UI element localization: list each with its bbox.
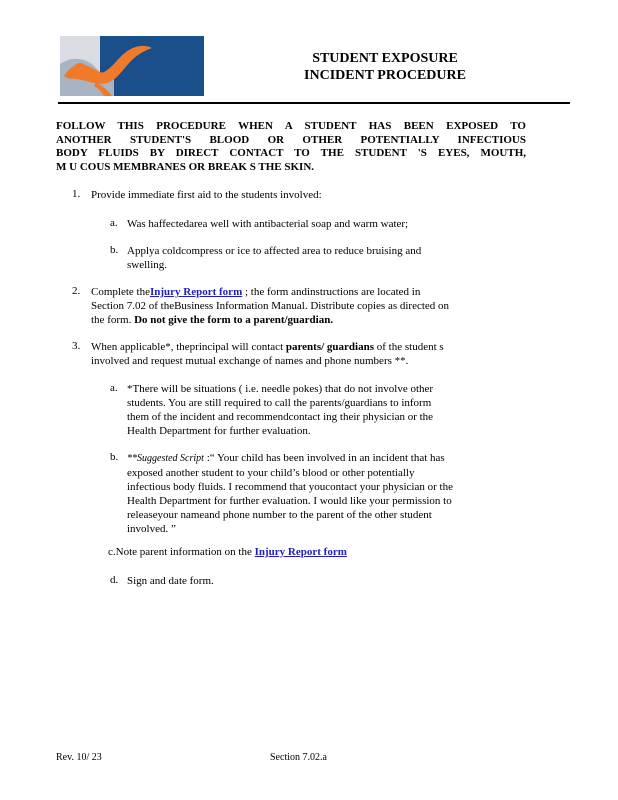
step-1a-text: Was haffectedarea well with antibacterial soap and warm water;	[127, 218, 409, 230]
step-3a-label: a.	[110, 382, 118, 394]
step-3b-label: b.	[110, 451, 119, 463]
intro-line-3: BODY FLUIDS BY DIRECT CONTACT TO THE STUDENT 'S EYES, MOUTH,	[56, 147, 526, 159]
injury-report-form-link-2[interactable]: Injury Report form	[254, 546, 347, 558]
step-3d-label: d.	[110, 574, 119, 586]
step-3a-line-1: *There will be situations ( i.e. needle pokes) that do not involve other	[127, 383, 434, 395]
suggested-script-label: **Suggested Script	[127, 453, 204, 464]
step-2-line-2: Section 7.02 of theBusiness Information Manual. Distribute copies as directed on	[91, 300, 450, 312]
step-1b-line-1: Applya coldcompress or ice to affected area to reduce bruising and	[127, 245, 422, 257]
step-2-text	[91, 285, 449, 327]
injury-report-form-link[interactable]: Injury Report form	[149, 286, 243, 298]
step-3b-line-2: exposed another student to your child’s blood or other potentially	[127, 467, 415, 479]
school-logo-image	[60, 36, 204, 96]
step-3-line-1-post: of the student s	[374, 341, 444, 353]
step-2-number: 2.	[72, 285, 81, 297]
step-3d-text: Sign and date form.	[127, 575, 214, 587]
step-3b-line-5: releaseyour nameand phone number to the parent of the other student	[127, 509, 432, 521]
step-3a-line-2: students. You are still required to call the parents/guardians to inform	[127, 397, 432, 409]
revision-footer: Rev. 10/ 23	[56, 752, 102, 763]
step-2-line-3-bold: Do not give the form to a parent/guardian.	[131, 314, 334, 326]
step-3-line-1-pre: When applicable*, theprincipal will contact	[91, 341, 286, 353]
step-3c-text	[108, 545, 347, 559]
step-2-pre: Complete the	[91, 286, 150, 298]
step-1a-label: a.	[110, 217, 118, 229]
step-3b-line-1: :“ Your child has been involved in an incident that has	[203, 452, 445, 464]
step-3-line-2: involved and request mutual exchange of names and phone numbers **.	[91, 355, 409, 367]
intro-line-1: FOLLOW THIS PROCEDURE WHEN A STUDENT HAS BEEN EXPOSED TO	[56, 120, 526, 132]
step-2-post: ; the form andinstructions are located in	[242, 286, 421, 298]
step-3a-line-3: them of the incident and recommendcontact ing their physician or the	[127, 411, 434, 423]
header-divider	[58, 102, 570, 104]
step-3b-line-4: Health Department for further evaluation. I would like your permission to	[127, 495, 452, 507]
step-1b-line-2: swelling.	[127, 259, 168, 271]
intro-line-2: ANOTHER STUDENT'S BLOOD OR OTHER POTENTIALLY INFECTIOUS	[56, 133, 526, 146]
page-title	[270, 50, 500, 84]
step-1-number: 1.	[72, 188, 81, 200]
step-3c-pre: c.Note parent information on the	[108, 546, 252, 558]
step-3-number: 3.	[72, 340, 81, 352]
step-3a-text	[127, 382, 433, 438]
step-1b-text	[127, 244, 421, 272]
title-line-1: STUDENT EXPOSURE	[312, 51, 458, 66]
step-1-text: Provide immediate first aid to the students involved:	[91, 189, 322, 201]
intro-paragraph	[56, 120, 526, 174]
step-3b-line-6: involved. ”	[127, 523, 176, 535]
step-3b-text	[127, 451, 453, 536]
step-3-text	[91, 340, 444, 368]
step-3b-line-3: infectious body fluids. I recommend that youcontact your physician or the	[127, 481, 453, 493]
title-line-2: INCIDENT PROCEDURE	[304, 68, 466, 83]
step-1b-label: b.	[110, 244, 119, 256]
intro-line-4: M U COUS MEMBRANES OR BREAK S THE SKIN.	[56, 160, 315, 173]
step-3a-line-4: Health Department for further evaluation.	[127, 425, 311, 437]
section-footer: Section 7.02.a	[270, 752, 327, 763]
step-2-line-3-pre: the form.	[91, 314, 132, 326]
step-3-line-1-bold: parents/ guardians	[285, 341, 374, 353]
